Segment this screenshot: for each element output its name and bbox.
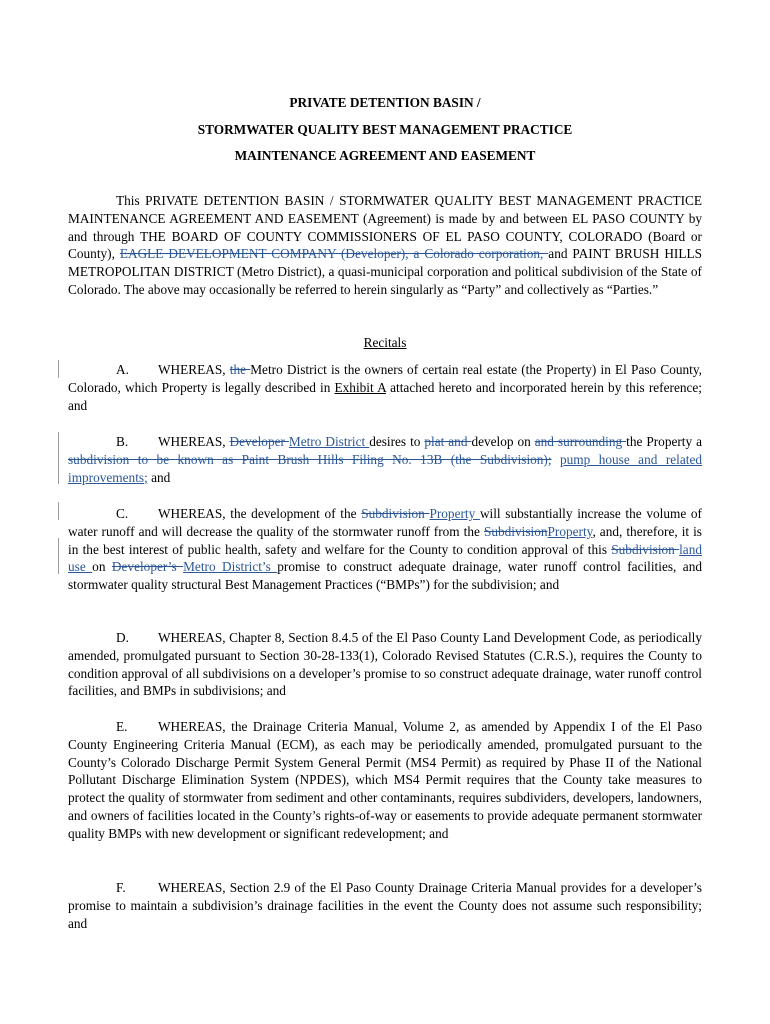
deleted-text: Subdivision (361, 506, 430, 521)
change-bar (58, 538, 59, 574)
deleted-text: subdivision to be known as Paint Brush Hills Filing No. 13B (the Subdivision); (68, 451, 552, 467)
recital-f (68, 879, 702, 932)
inserted-text: land use (68, 541, 702, 575)
recital-b (68, 433, 702, 486)
deleted-text: Developer (229, 434, 289, 449)
deleted-text: Developer’s (111, 559, 184, 575)
text-run: develop on (471, 434, 535, 449)
title-line-3: MAINTENANCE AGREEMENT AND EASEMENT (234, 148, 536, 163)
text-run: desires to (369, 434, 425, 449)
recital-label: E. (116, 719, 128, 734)
text-run: WHEREAS, (158, 434, 230, 449)
recital-e (68, 718, 702, 843)
text-run: WHEREAS, the Drainage Criteria Manual, Volume 2, as amended by Appendix I of the El Paso County Engineering Criteria Manual (ECM), as each may be periodically amended, promulgated pursuant to the County’s Colorado Discharge Permit System General Permit (MS4 Permit) as required by Phase II of the National Pollutant Discharge Elimination System (NPDES), which MS4 Permit requires that the County take measures to protect the quality of stormwater from sediment and other contaminants, requires subdividers, developers, landowners, and owners of facilities located in the County’s rights-of-way or easements to provide adequate permanent stormwater quality BMPs with new development or significant redevelopment; and (68, 719, 702, 841)
text-run: on (92, 559, 112, 575)
deleted-text: the (229, 362, 251, 377)
recital-label: A. (116, 362, 129, 377)
inserted-text: Metro District (288, 434, 370, 449)
recital-label: B. (116, 434, 129, 449)
deleted-text: and surrounding (534, 434, 627, 449)
recitals-heading: Recitals (363, 335, 407, 350)
text-run: WHEREAS, Chapter 8, Section 8.4.5 of the El Paso County Land Development Code, as periodically amended, promulgated pursuant to Section 30-28-133(1), Colorado Revised Statutes (C.R.S.), requires the County to condition approval of all subdivisions on a developer’s promise to so construct adequate drainage, water runoff control facilities, and BMPs in subdivisions; and (68, 630, 702, 699)
text-run: Metro District is the owners of certain real estate (the Property) in El Paso County, Colorado, which Property is legally described in (68, 362, 702, 395)
recital-c (68, 505, 702, 594)
text-run: WHEREAS, the development of the (158, 506, 362, 521)
inserted-text: Property (429, 506, 480, 521)
deleted-text: Subdivision (483, 523, 548, 539)
text-run: , and, therefore, it is in the best interest of public health, safety and welfare for the County to condition approval of this (68, 523, 702, 557)
intro-paragraph (68, 192, 702, 299)
inserted-text: Metro District’s (183, 559, 278, 575)
recital-label: F. (116, 880, 126, 895)
text-run: This PRIVATE DETENTION BASIN / STORMWATER QUALITY BEST MANAGEMENT PRACTICE MAINTENANCE AGREEMENT AND EASEMENT (Agreement) is made by and between EL PASO COUNTY by and through THE BOARD OF COUNTY COMMISSIONERS OF EL PASO COUNTY, COLORADO (Board or County), (68, 193, 702, 262)
inserted-text: Property (547, 523, 593, 539)
deleted-text: Subdivision (611, 541, 680, 557)
change-bar (58, 360, 59, 378)
text-run: and PAINT BRUSH HILLS METROPOLITAN DISTRICT (Metro District), a quasi-municipal corporation and political subdivision of the State of Colorado. The above may occasionally be referred to herein singularly as “Party” and collectively as “Parties.” (68, 246, 702, 297)
deleted-text: plat and (424, 434, 472, 449)
text-run: promise to construct adequate drainage, water runoff control facilities, and stormwater quality structural Best Management Practices (“BMPs”) for the subdivision; and (68, 559, 702, 593)
title-line-1: PRIVATE DETENTION BASIN / (289, 95, 481, 110)
recital-d (68, 629, 702, 700)
change-bar (58, 502, 59, 520)
exhibit-reference: Exhibit A (334, 379, 386, 395)
text-run: and (147, 469, 171, 485)
change-bar (58, 432, 59, 484)
title-line-2: STORMWATER QUALITY BEST MANAGEMENT PRACTICE (197, 122, 573, 137)
text-run: WHEREAS, (158, 362, 230, 377)
inserted-text: pump house and related improvements; (68, 451, 702, 485)
text-run: the Property a (626, 434, 702, 449)
text-run (552, 452, 560, 467)
text-run: attached hereto and incorporated herein by this reference; and (68, 379, 702, 413)
recital-label: C. (116, 506, 129, 521)
recital-label: D. (116, 630, 129, 645)
recital-a (68, 361, 702, 414)
deleted-text: EAGLE DEVELOPMENT COMPANY (Developer), a Colorado corporation, (119, 246, 549, 262)
text-run: WHEREAS, Section 2.9 of the El Paso County Drainage Criteria Manual provides for a developer’s promise to maintain a subdivision’s drainage facilities in the event the County does not assume such responsibility; and (68, 880, 702, 931)
text-run: will substantially increase the volume of water runoff and will decrease the quality of the stormwater runoff from the (68, 506, 702, 539)
